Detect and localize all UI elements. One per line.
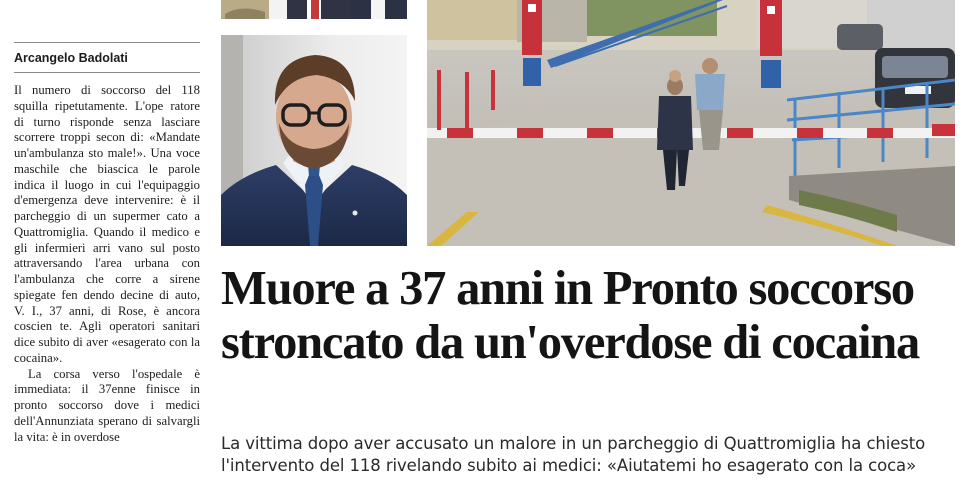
body-line: cocaina». — [14, 350, 63, 365]
body-line: d'emergenza deve intervenire: — [14, 193, 181, 208]
top-photo-strip — [221, 0, 407, 19]
body-line: vano sul posto attraversando — [14, 240, 201, 271]
body-line: subito di aver «esagerato con la — [38, 335, 200, 349]
body-line: pronto soccorso dove i medici — [14, 398, 200, 412]
body-line: La corsa verso l'ospedale è — [28, 366, 200, 381]
headline — [221, 262, 961, 370]
body-line: salvargli la vita: è in overdose — [14, 413, 200, 444]
byline: Arcangelo Badolati — [14, 51, 128, 65]
hospital-entrance-image — [427, 0, 955, 246]
body-line: ratore di turno risponde senza — [14, 98, 201, 129]
body-line: il medico e gli infermieri arri — [14, 224, 200, 255]
hospital-entrance-photo — [427, 0, 955, 246]
body-line: dell'Annunziata sperano di — [14, 413, 157, 428]
byline-bottom-rule — [14, 72, 200, 73]
body-line: l'area urbana con l'ambulanza — [14, 256, 200, 286]
body-line: lasciare scorrere troppi secon — [14, 114, 200, 145]
portrait-photo — [221, 35, 407, 246]
headline-line-2: stroncato da un'overdose di cocaina — [221, 316, 920, 369]
body-line: sto male!». Una voce maschile — [14, 146, 200, 176]
body-line: squilla ripetutamente. L'ope — [14, 98, 164, 113]
subheadline-line-2: l'intervento del 118 rivelando subito ai medici: «Aiutatemi ho esagerato con la coca» — [221, 456, 917, 475]
article-paragraph-1 — [14, 83, 200, 367]
top-photo-image — [221, 0, 407, 19]
left-column — [0, 0, 210, 485]
byline-top-rule — [14, 42, 200, 43]
headline-line-1: Muore a 37 anni in Pronto soccorso — [221, 262, 914, 315]
body-line: dendo decine di auto, V. I., 37 — [14, 287, 200, 318]
body-line: che corre a sirene spiegate fen — [14, 272, 200, 302]
body-line: di: «Mandate un'ambulanza — [14, 130, 200, 160]
body-line: luogo in cui l'equipaggio — [64, 177, 200, 192]
body-line: immediata: il 37enne finisce in — [14, 382, 200, 397]
body-line: te. Agli operatori sanitari dice — [14, 319, 200, 349]
article-paragraph-2 — [14, 367, 200, 446]
article-body — [14, 83, 200, 445]
subheadline — [221, 433, 961, 477]
body-line: anni, di Rose, è ancora coscien — [14, 303, 200, 334]
subheadline-line-1: La vittima dopo aver accusato un malore in un parcheggio di Quattromiglia ha chiesto — [221, 434, 926, 453]
body-line: cato a Quattromiglia. Quando — [14, 209, 200, 239]
portrait-image — [221, 35, 407, 246]
body-line: Il numero di soccorso del 118 — [14, 83, 200, 97]
body-line: è il parcheggio di un supermer — [14, 193, 201, 223]
body-line: che biascica le parole indica il — [14, 161, 200, 192]
